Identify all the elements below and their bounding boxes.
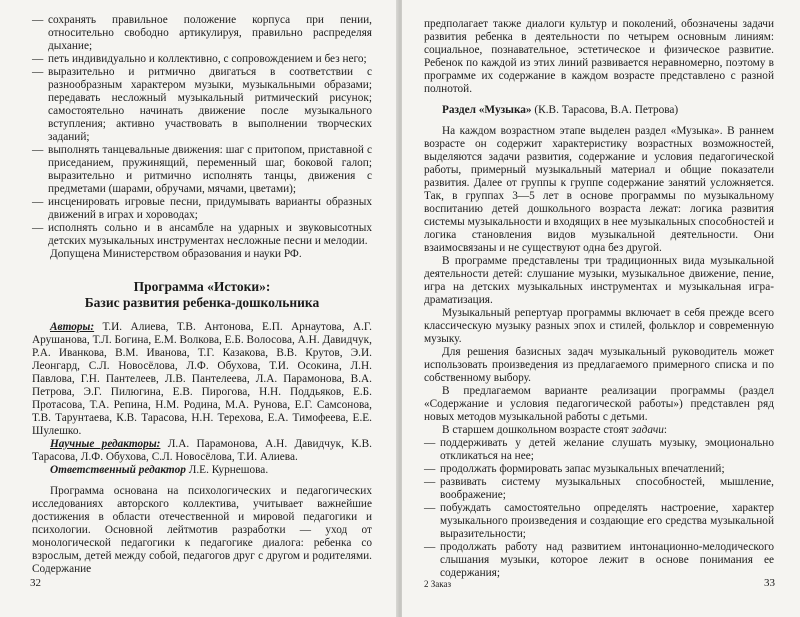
right-page xyxy=(402,0,800,617)
right-column xyxy=(424,18,774,580)
task-bullet: — продолжать работу над развитием интонационно-мелодического слышания музыки, которое лежит в основе понимания ее содержания; xyxy=(424,541,774,579)
section-heading xyxy=(424,104,774,117)
skill-bullet: — исполнять сольно и в ансамбле на ударных и звуковысотных детских музыкальных инструментах несложные песни и мелодии. xyxy=(32,222,372,247)
program-subtitle: Базис развития ребенка-дошкольника xyxy=(84,295,320,310)
skill-bullet: — выполнять танцевальные движения: шаг с притопом, приставной с приседанием, пружинящий, переменный шаг, боковой галоп; выразительно и ритмично исполнять танцы, движения с предметами (шарами, обручами, мячами, цветами); xyxy=(32,144,372,195)
skill-bullet: — петь индивидуально и коллективно, с сопровождением и без него; xyxy=(32,53,367,65)
responsible-editor-label: Ответственный редактор xyxy=(50,464,186,476)
body-paragraph: Музыкальный репертуар программы включает в себя прежде всего классическую музыку разных эпох и стилей, фольклор и современную музыку. xyxy=(424,307,774,345)
signature-mark: 2 Заказ xyxy=(424,579,452,589)
page-number-right: 33 xyxy=(764,577,775,589)
task-bullet: — поддерживать у детей желание слушать музыку, эмоционально откликаться на нее; xyxy=(424,437,774,462)
skill-bullet: — сохранять правильное положение корпуса при пении, относительно свободно артикулируя, правильно распределяя дыхание; xyxy=(32,14,372,52)
program-title: Программа «Истоки»: xyxy=(133,279,271,294)
section-authors: (К.В. Тарасова, В.А. Петрова) xyxy=(531,104,679,116)
body-paragraph: В предлагаемом варианте реализации программы (раздел «Содержание и условия педагогической работы») представлен ряд новых методов музыкальной работы с детьми. xyxy=(424,385,774,423)
page-number-left: 32 xyxy=(30,577,41,589)
continued-paragraph: предполагает также диалоги культур и поколений, обозначены задачи развития ребенка в деятельности по четырем основным линиям: социальное, познавательное, эстетическое и физическое развитие. Ребенок по каждой из этих линий развивается неравномерно, поэтому в программе их содержание в каждом возрасте представлено с разной полнотой. xyxy=(424,18,774,95)
editors-paragraph xyxy=(32,438,372,464)
body-paragraph: В программе представлены три традиционных вида музыкальной деятельности детей: слушание музыки, музыкальное движение, пение, игра на детских музыкальных инструментах и музыкальная игра-драматизация. xyxy=(424,255,774,306)
authors-paragraph xyxy=(32,321,372,438)
skill-bullet: — инсценировать игровые песни, придумывать варианты образных движений в играх и хороводах; xyxy=(32,196,372,221)
task-bullet: — продолжать формировать запас музыкальных впечатлений; xyxy=(424,463,725,475)
body-paragraph: Для решения базисных задач музыкальный руководитель может использовать произведения из предлагаемого примерного списка и по собственному выбору. xyxy=(424,346,774,384)
task-bullet: — побуждать самостоятельно определять настроение, характер музыкального произведения и создающие его средства музыкальной выразительности; xyxy=(424,502,774,540)
authors-label: Авторы: xyxy=(50,321,95,333)
responsible-editor-name: Л.Е. Курнешова. xyxy=(185,464,269,476)
authors-list: Т.И. Алиева, Т.В. Антонова, Е.П. Арнаутова, А.Г. Арушанова, Т.Л. Богина, Е.М. Волкова, Е.Б. Волосова, А.Н. Давидчук, Р.А. Иванкова, В.М. Иванова, Т.Г. Казакова, В.В. Крутов, Э.И. Леонгард, С.Л. Новосёлова, Л.Ф. Обухова, Т.И. Осокина, Л.Н. Павлова, Г.Н. Пантелеев, Л.В. Пантелеева, Л.А. Парамонова, В.А. Петрова, Э.Г. Пилюгина, Е.В. Пирогова, Н.Н. Поддьяков, Е.Б. Протасова, Т.А. Репина, Н.М. Родина, М.А. Рунова, Е.Г. Самсонова, Т.В. Тарунтаева, К.В. Тарасова, Н.Н. Терехова, Е.А. Тимофеева, Е.Е. Шулешко. xyxy=(32,321,372,437)
responsible-editor-paragraph xyxy=(32,464,372,477)
editors-list: Л.А. Парамонова, А.Н. Давидчук, К.В. Тарасова, Л.Ф. Обухова, С.Л. Новосёлова, Т.И. Алиева. xyxy=(32,438,372,463)
editors-label: Научные редакторы: xyxy=(50,438,161,450)
section-title: Раздел «Музыка» xyxy=(442,104,532,116)
left-column xyxy=(32,14,372,576)
tasks-intro: В старшем дошкольном возрасте стоят задачи: xyxy=(442,424,668,436)
approval-note: Допущена Министерством образования и науки РФ. xyxy=(50,248,302,260)
task-bullet: — развивать систему музыкальных способностей, мышление, воображение; xyxy=(424,476,774,501)
tasks-word: задачи xyxy=(631,424,664,436)
left-page xyxy=(0,0,398,617)
skill-bullet: — выразительно и ритмично двигаться в соответствии с разнообразным характером музыки, музыкальными образами; передавать несложный музыкальный ритмический рисунок; самостоятельно начинать движение после музыкального вступления; активно участвовать в выполнении творческих заданий; xyxy=(32,66,372,143)
body-paragraph: На каждом возрастном этапе выделен раздел «Музыка». В раннем возрасте он содержит характеристику возрастных возможностей, выделяются задачи развития, содержание и условия педагогической работы, примерный музыкальный материал и общие показатели развития. Далее от группы к группе содержание занятий усложняется. Так, в группах 3—5 лет в основе программы по музыкальному воспитанию детей дошкольного возраста лежат: логика развития системы музыкальности и входящих в нее музыкальных способностей и логика становления видов музыкальной деятельности. Они взаимосвязаны и не существуют одна без другой. xyxy=(424,125,774,254)
program-description: Программа основана на психологических и педагогических исследованиях авторского коллектива, учитывает важнейшие достижения в области отечественной и мировой педагогики и психологии. Основной лейтмотив разработки — уход от монологической педагогики к педагогике диалога: ребенка со взрослым, детей между собой, педагогов друг с другом и родителями. Содержание xyxy=(32,485,372,575)
